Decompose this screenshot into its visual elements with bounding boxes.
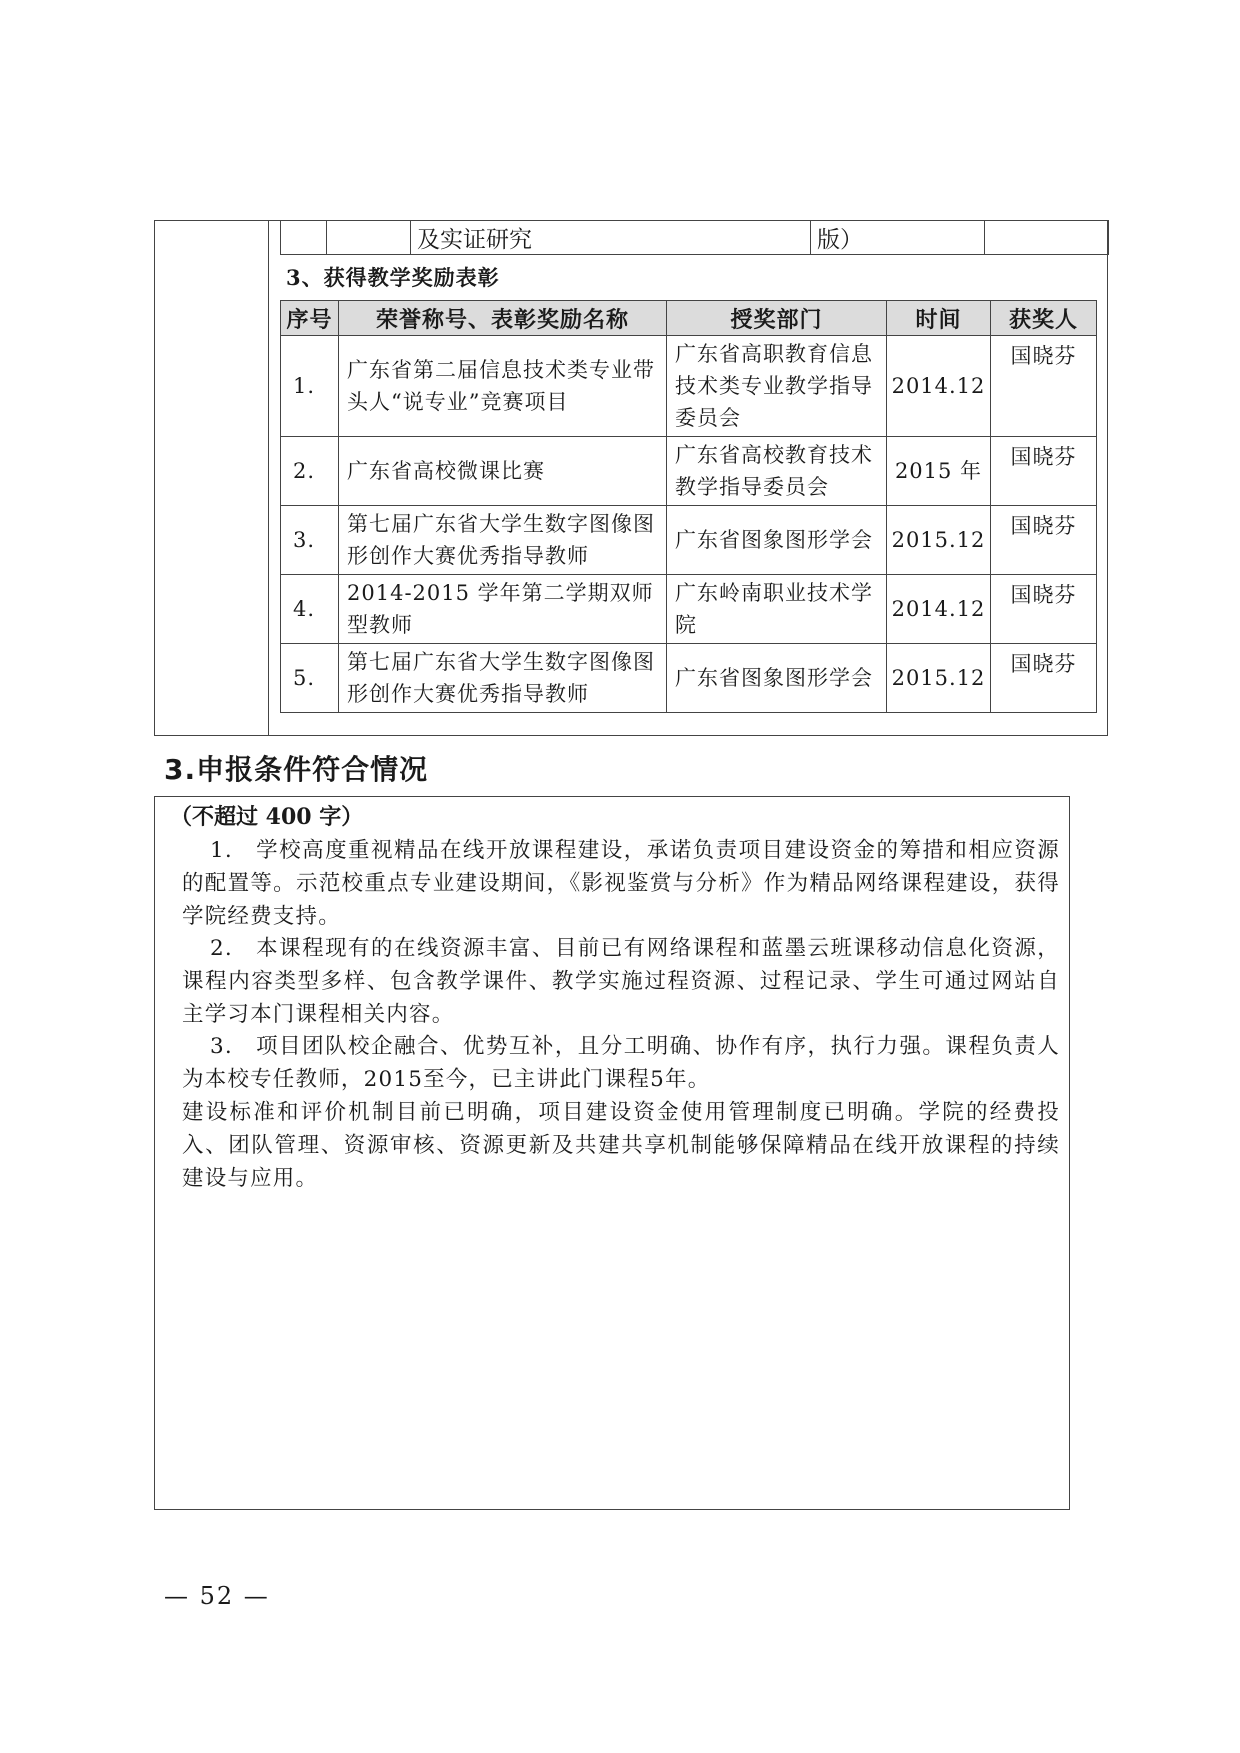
- header-name: 荣誉称号、表彰奖励名称: [339, 301, 667, 336]
- row-award-name: 2014-2015 学年第二学期双师型教师: [339, 575, 667, 644]
- table-row: [281, 506, 1097, 575]
- row-department: 广东省高校教育技术教学指导委员会: [667, 437, 887, 506]
- row-time: 2014.12: [887, 336, 991, 437]
- header-time: 时间: [887, 301, 991, 336]
- conditions-paragraph: 建设标准和评价机制目前已明确，项目建设资金使用管理制度已明确。学院的经费投入、团队管理、资源审核、资源更新及共建共享机制能够保障精品在线开放课程的持续建设与应用。: [182, 1100, 1060, 1191]
- row-num: 4.: [281, 575, 339, 644]
- table-row: [281, 575, 1097, 644]
- row-time: 2015.12: [887, 644, 991, 713]
- continuation-table: [280, 220, 1109, 255]
- awards-heading: 3、获得教学奖励表彰: [286, 265, 500, 290]
- row-winner: 国晓芬: [991, 506, 1097, 575]
- header-department: 授奖部门: [667, 301, 887, 336]
- cell-empty: [281, 221, 327, 255]
- row-winner: 国晓芬: [991, 575, 1097, 644]
- row-winner: 国晓芬: [991, 336, 1097, 437]
- frame-divider: [268, 220, 269, 736]
- row-num: 2.: [281, 437, 339, 506]
- row-num: 3.: [281, 506, 339, 575]
- conditions-paragraph: 1. 学校高度重视精品在线开放课程建设，承诺负责项目建设资金的筹措和相应资源的配置等。示范校重点专业建设期间，《影视鉴赏与分析》作为精品网络课程建设，获得学院经费支持。: [182, 838, 1060, 929]
- word-limit-note: （不超过 400 字）: [170, 804, 364, 830]
- row-department: 广东省高职教育信息技术类专业教学指导委员会: [667, 336, 887, 437]
- awards-header-row: [281, 301, 1097, 336]
- row-num: 1.: [281, 336, 339, 437]
- conditions-paragraph: 3. 项目团队校企融合、优势互补，且分工明确、协作有序，执行力强。课程负责人为本校专任教师，2015至今，已主讲此门课程5年。: [182, 1034, 1060, 1092]
- row-winner: 国晓芬: [991, 437, 1097, 506]
- cell-empty: [985, 221, 1109, 255]
- row-award-name: 广东省第二届信息技术类专业带头人“说专业”竞赛项目: [339, 336, 667, 437]
- row-winner: 国晓芬: [991, 644, 1097, 713]
- paper-title-cell: 及实证研究: [411, 221, 811, 255]
- publisher-cell: 版）: [811, 221, 985, 255]
- header-winner: 获奖人: [991, 301, 1097, 336]
- table-row: [281, 437, 1097, 506]
- row-award-name: 第七届广东省大学生数字图像图形创作大赛优秀指导教师: [339, 644, 667, 713]
- section-title: 3.申报条件符合情况: [164, 753, 429, 786]
- row-time: 2015.12: [887, 506, 991, 575]
- awards-table: [280, 300, 1097, 713]
- row-time: 2015 年: [887, 437, 991, 506]
- header-num: 序号: [281, 301, 339, 336]
- row-department: 广东岭南职业技术学院: [667, 575, 887, 644]
- row-time: 2014.12: [887, 575, 991, 644]
- page-number: — 52 —: [164, 1582, 270, 1610]
- conditions-paragraph: 2. 本课程现有的在线资源丰富、目前已有网络课程和蓝墨云班课移动信息化资源，课程内容类型多样、包含教学课件、教学实施过程资源、过程记录、学生可通过网站自主学习本门课程相关内容。: [182, 936, 1060, 1027]
- row-award-name: 第七届广东省大学生数字图像图形创作大赛优秀指导教师: [339, 506, 667, 575]
- cell-empty: [327, 221, 411, 255]
- row-award-name: 广东省高校微课比赛: [339, 437, 667, 506]
- row-department: 广东省图象图形学会: [667, 506, 887, 575]
- row-num: 5.: [281, 644, 339, 713]
- row-department: 广东省图象图形学会: [667, 644, 887, 713]
- table-row: [281, 644, 1097, 713]
- continuation-row: [281, 221, 1109, 255]
- table-row: [281, 336, 1097, 437]
